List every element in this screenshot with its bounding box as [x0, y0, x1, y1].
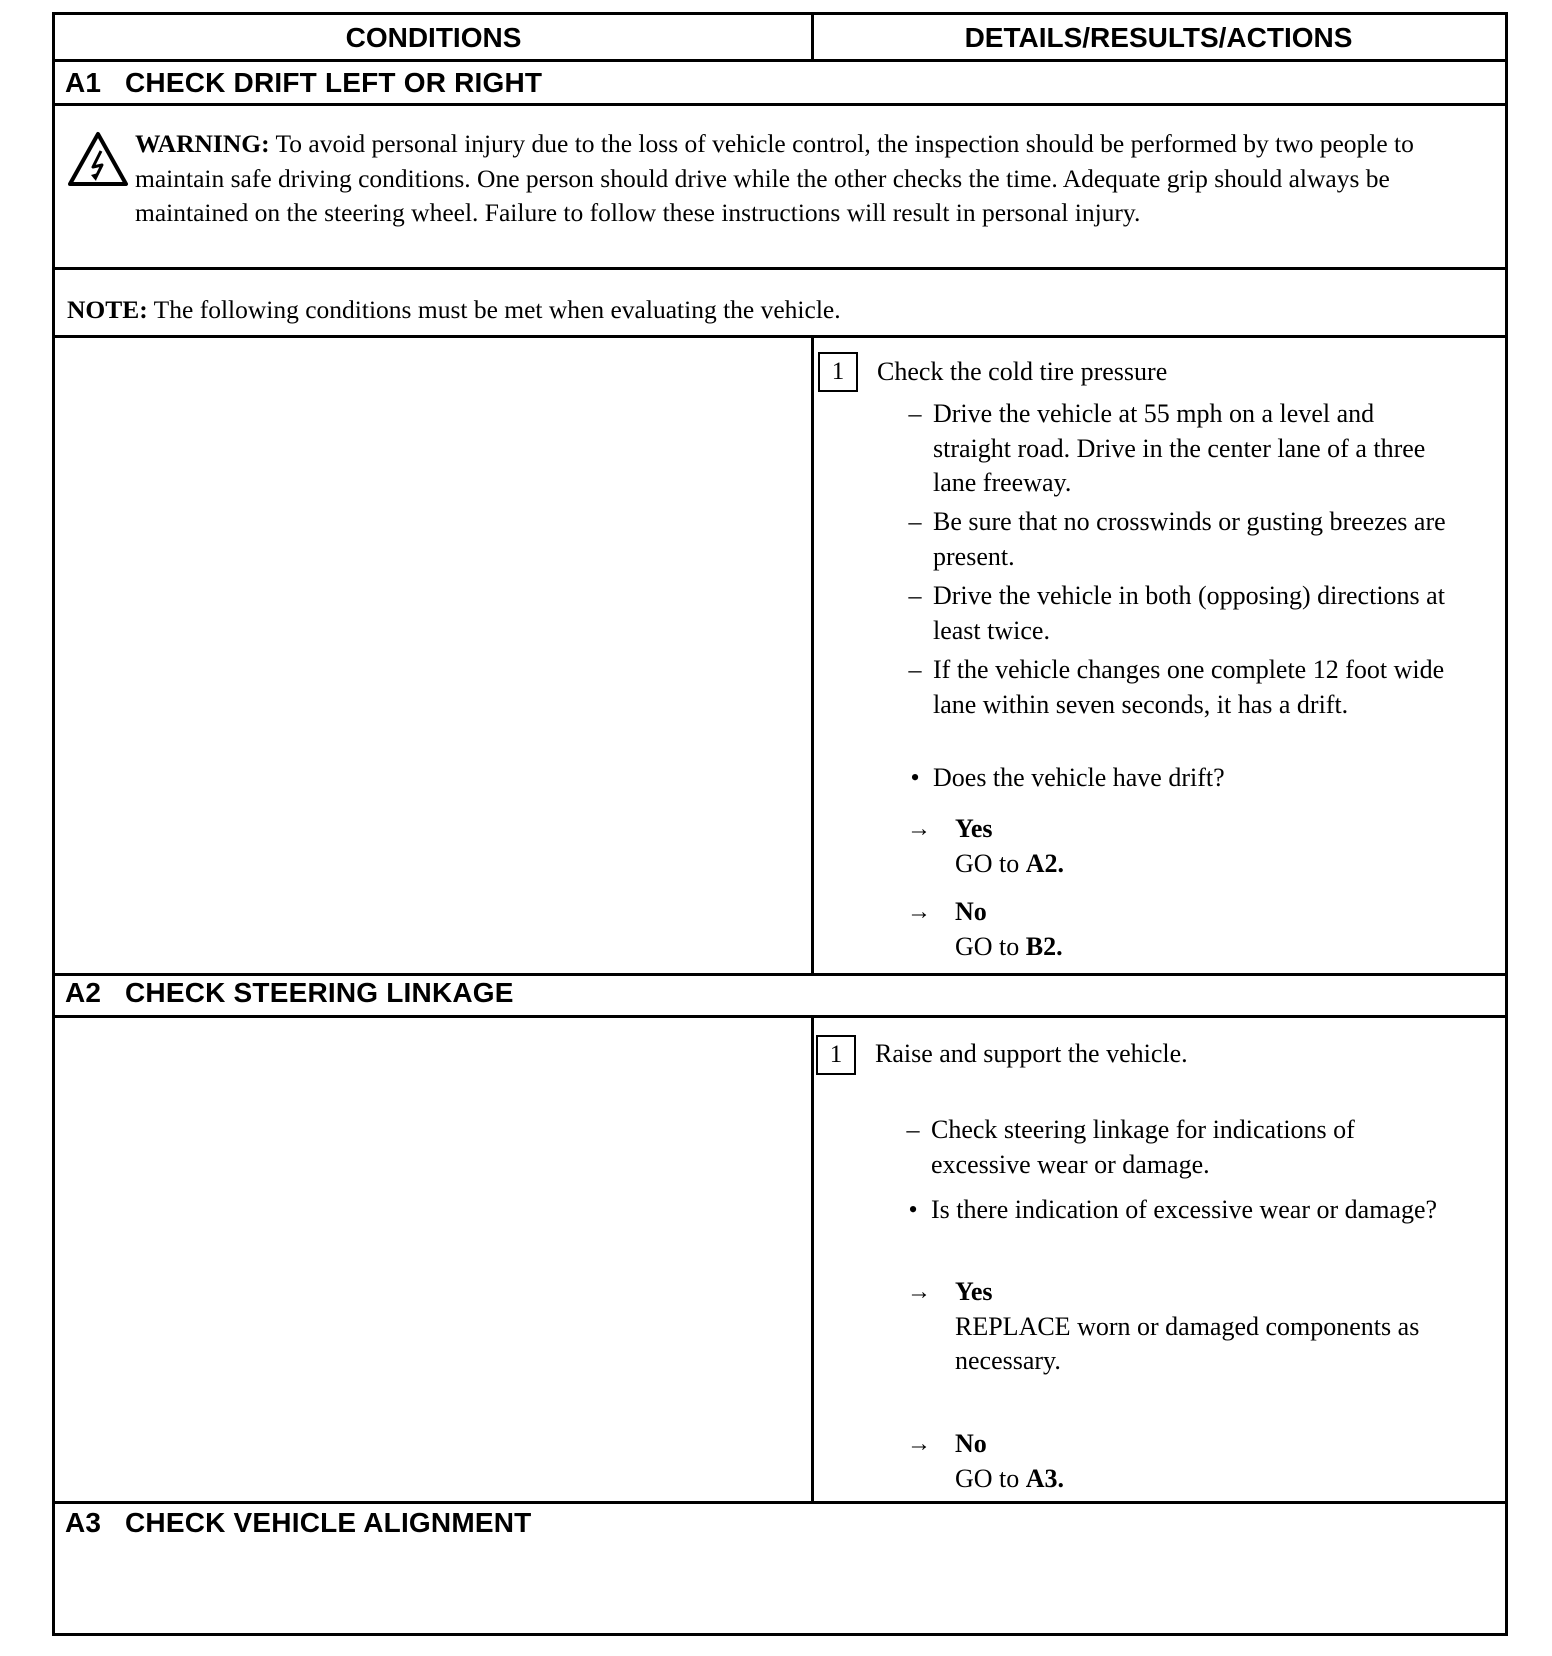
branch-go: GO to [955, 931, 1026, 961]
branch-yes [907, 1275, 1475, 1379]
section-rule [55, 1015, 1505, 1018]
column-divider-a2 [811, 1015, 814, 1503]
bullet-marker: • [908, 1195, 918, 1224]
dash-marker: – [906, 1115, 920, 1144]
question-item: • Does the vehicle have drift? [933, 761, 1453, 796]
arrow-icon: → [907, 816, 931, 842]
branch-target: A2. [1025, 848, 1065, 878]
branch-yes-label: Yes [955, 1277, 993, 1306]
branch-go: GO to [955, 1463, 1026, 1493]
section-number: A3 [65, 1507, 102, 1538]
step-text: Check the cold tire pressure [877, 357, 1168, 386]
dash-marker: – [908, 655, 922, 684]
note-rule [55, 335, 1505, 338]
branch-yes [907, 812, 1065, 881]
branch-target: A3. [1025, 1463, 1065, 1493]
section-heading-a2 [65, 971, 514, 1015]
branch-no-label: No [955, 897, 987, 926]
list-item: – Be sure that no crosswinds or gusting breezes are present. [933, 505, 1453, 574]
header-divider [811, 15, 814, 61]
section-rule [55, 103, 1505, 106]
section-heading-a1 [65, 61, 542, 105]
warning-rule [55, 267, 1505, 270]
list-item: – Drive the vehicle in both (opposing) directions at least twice. [933, 579, 1453, 648]
column-header-conditions: CONDITIONS [345, 22, 522, 53]
column-header-details: DETAILS/RESULTS/ACTIONS [964, 22, 1353, 53]
column-divider-a1 [811, 335, 814, 975]
section-number: A2 [65, 977, 102, 1008]
dash-marker: – [908, 507, 922, 536]
branch-no-label: No [955, 1429, 987, 1458]
note-label: NOTE: [67, 295, 148, 324]
warning-text [135, 127, 1465, 231]
section-number: A1 [65, 67, 102, 98]
bullet-marker: • [910, 763, 920, 792]
warning-block [67, 127, 1465, 231]
branch-go: GO to [955, 848, 1026, 878]
branch-no [907, 1427, 1065, 1496]
branch-target: B2. [1025, 931, 1063, 961]
diagnostic-table [52, 12, 1508, 1636]
step-number-box: 1 [816, 1035, 856, 1075]
section-title: CHECK VEHICLE ALIGNMENT [125, 1507, 532, 1538]
section-title: CHECK STEERING LINKAGE [125, 977, 514, 1008]
note [67, 293, 841, 327]
note-body: The following conditions must be met when evaluating the vehicle. [147, 295, 841, 324]
warning-label: WARNING: [135, 129, 270, 158]
branch-yes-label: Yes [955, 814, 993, 843]
dash-marker: – [908, 581, 922, 610]
section-heading-a3 [65, 1501, 531, 1545]
warning-body: To avoid personal injury due to the loss of vehicle control, the inspection should be performed by two people to maintain safe driving conditions. One person should drive while the other checks the time. Adequate grip should always be maintained on the steering wheel. Failure to follow these instructions will result in personal injury. [135, 129, 1414, 227]
arrow-icon: → [907, 1431, 931, 1457]
branch-action: REPLACE worn or damaged components as necessary. [955, 1311, 1420, 1375]
question-item: • Is there indication of excessive wear or damage? [931, 1193, 1451, 1228]
step-number-box: 1 [818, 352, 858, 392]
branch-no [907, 895, 1063, 964]
arrow-icon: → [907, 899, 931, 925]
step-text: Raise and support the vehicle. [875, 1039, 1188, 1068]
list-item: – Check steering linkage for indications of excessive wear or damage. [931, 1113, 1451, 1182]
arrow-icon: → [907, 1279, 931, 1305]
warning-triangle-icon [67, 131, 129, 187]
list-item: – If the vehicle changes one complete 12 foot wide lane within seven seconds, it has a drift. [933, 653, 1453, 722]
list-item: – Drive the vehicle at 55 mph on a level and straight road. Drive in the center lane of a three lane freeway. [933, 397, 1453, 501]
section-title: CHECK DRIFT LEFT OR RIGHT [125, 67, 543, 98]
dash-marker: – [908, 399, 922, 428]
